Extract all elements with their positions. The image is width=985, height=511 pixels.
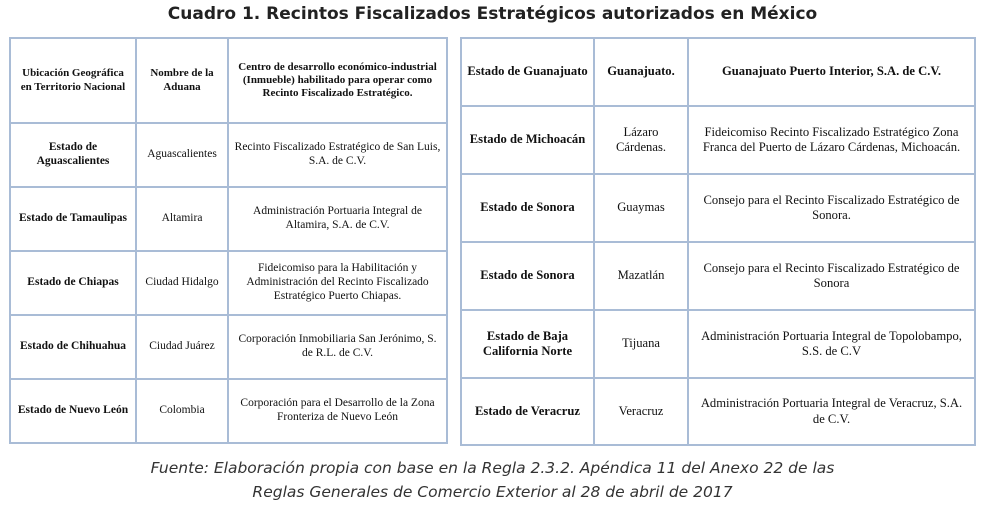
right-table bbox=[460, 37, 976, 446]
table-row bbox=[461, 38, 975, 106]
table-row bbox=[461, 174, 975, 242]
cell-aduana: Guanajuato. bbox=[594, 38, 688, 106]
table-title: Cuadro 1. Recintos Fiscalizados Estratégicos autorizados en México bbox=[167, 4, 818, 24]
cell-state: Estado de Chihuahua bbox=[10, 315, 136, 379]
cell-state: Estado de Baja California Norte bbox=[461, 310, 594, 378]
cell-state: Estado de Michoacán bbox=[461, 106, 594, 174]
table-row bbox=[10, 379, 447, 443]
cell-aduana: Ciudad Juárez bbox=[136, 315, 228, 379]
cell-centro: Consejo para el Recinto Fiscalizado Estratégico de Sonora bbox=[688, 242, 975, 310]
cell-centro: Recinto Fiscalizado Estratégico de San Luis, S.A. de C.V. bbox=[228, 123, 447, 187]
table-row bbox=[10, 251, 447, 315]
cell-centro: Corporación Inmobiliaria San Jerónimo, S. de R.L. de C.V. bbox=[228, 315, 447, 379]
cell-centro: Corporación para el Desarrollo de la Zona Fronteriza de Nuevo León bbox=[228, 379, 447, 443]
cell-aduana: Aguascalientes bbox=[136, 123, 228, 187]
source-note-line-2: Reglas Generales de Comercio Exterior al 28 de abril de 2017 bbox=[252, 483, 733, 501]
cell-state: Estado de Aguascalientes bbox=[10, 123, 136, 187]
table-row bbox=[461, 310, 975, 378]
table-row bbox=[461, 106, 975, 174]
cell-aduana: Lázaro Cárdenas. bbox=[594, 106, 688, 174]
table-row bbox=[461, 242, 975, 310]
cell-aduana: Altamira bbox=[136, 187, 228, 251]
cell-state: Estado de Guanajuato bbox=[461, 38, 594, 106]
cell-centro: Consejo para el Recinto Fiscalizado Estratégico de Sonora. bbox=[688, 174, 975, 242]
cell-state: Estado de Sonora bbox=[461, 242, 594, 310]
cell-state: Estado de Tamaulipas bbox=[10, 187, 136, 251]
cell-centro: Fideicomiso para la Habilitación y Administración del Recinto Fiscalizado Estratégico Puerto Chiapas. bbox=[228, 251, 447, 315]
cell-centro: Administración Portuaria Integral de Altamira, S.A. de C.V. bbox=[228, 187, 447, 251]
table-row bbox=[10, 315, 447, 379]
cell-state: Estado de Veracruz bbox=[461, 378, 594, 445]
source-note-line-1: Fuente: Elaboración propia con base en la Regla 2.3.2. Apéndica 11 del Anexo 22 de las bbox=[150, 459, 835, 477]
cell-aduana: Ciudad Hidalgo bbox=[136, 251, 228, 315]
header-ubicacion: Ubicación Geográfica en Territorio Nacional bbox=[10, 38, 136, 123]
cell-aduana: Veracruz bbox=[594, 378, 688, 445]
table-header-row bbox=[10, 38, 447, 123]
cell-centro: Fideicomiso Recinto Fiscalizado Estratégico Zona Franca del Puerto de Lázaro Cárdenas, Michoacán. bbox=[688, 106, 975, 174]
cell-centro: Administración Portuaria Integral de Topolobampo, S.S. de C.V bbox=[688, 310, 975, 378]
header-aduana: Nombre de la Aduana bbox=[136, 38, 228, 123]
table-row bbox=[10, 123, 447, 187]
cell-aduana: Mazatlán bbox=[594, 242, 688, 310]
cell-state: Estado de Sonora bbox=[461, 174, 594, 242]
header-centro: Centro de desarrollo económico-industrial (Inmueble) habilitado para operar como Recinto Fiscalizado Estratégico. bbox=[228, 38, 447, 123]
cell-centro: Administración Portuaria Integral de Veracruz, S.A. de C.V. bbox=[688, 378, 975, 445]
cell-state: Estado de Nuevo León bbox=[10, 379, 136, 443]
left-table bbox=[9, 37, 448, 444]
table-row bbox=[461, 378, 975, 445]
cell-aduana: Guaymas bbox=[594, 174, 688, 242]
cell-state: Estado de Chiapas bbox=[10, 251, 136, 315]
cell-centro: Guanajuato Puerto Interior, S.A. de C.V. bbox=[688, 38, 975, 106]
cell-aduana: Colombia bbox=[136, 379, 228, 443]
table-row bbox=[10, 187, 447, 251]
cell-aduana: Tijuana bbox=[594, 310, 688, 378]
